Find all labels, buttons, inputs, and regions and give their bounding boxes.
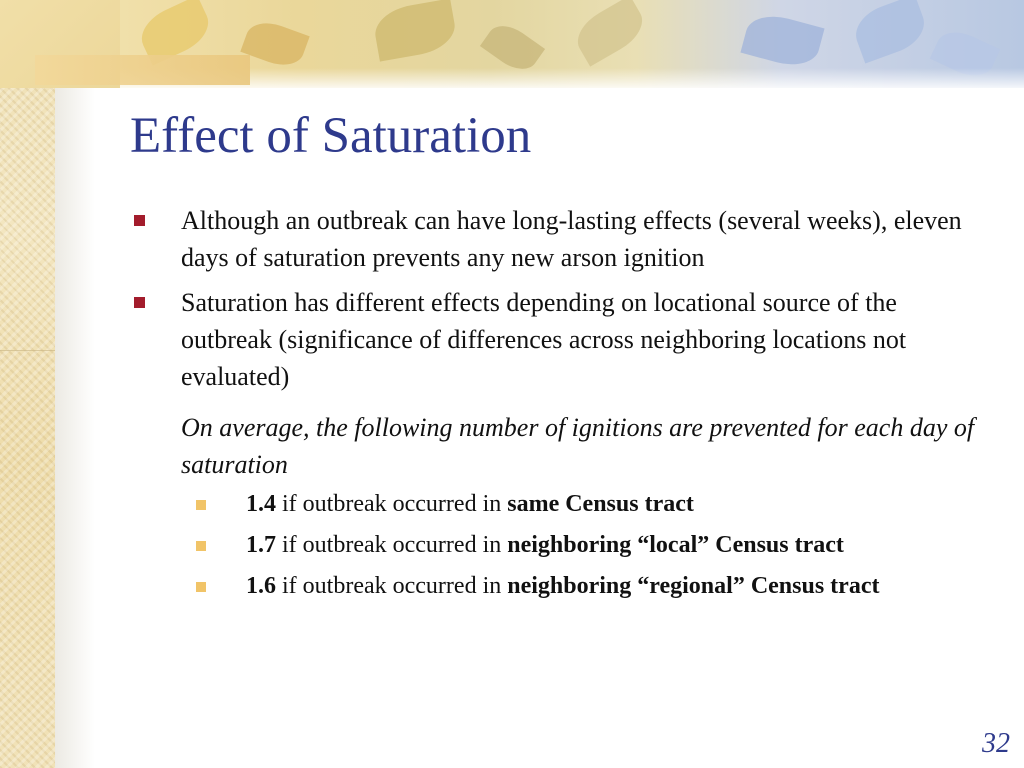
bullet-item	[130, 284, 980, 395]
sub-bullet-item	[130, 569, 980, 604]
sub-bullet-text: if outbreak occurred in	[276, 491, 508, 517]
sub-bullet-text: if outbreak occurred in	[276, 573, 508, 599]
left-decorative-strip	[0, 0, 55, 768]
square-bullet-icon	[134, 297, 145, 308]
page-number: 32	[982, 728, 1010, 759]
italic-note: On average, the following number of ignitions are prevented for each day of saturation	[181, 413, 975, 479]
sub-bullet-location: neighboring “local” Census tract	[507, 532, 844, 558]
sub-bullet-location: neighboring “regional” Census tract	[507, 573, 880, 599]
square-sub-bullet-icon	[196, 541, 206, 551]
leaf-decoration	[569, 0, 651, 67]
bullet-list	[130, 202, 980, 610]
bullet-item	[130, 202, 980, 276]
sub-bullet-value: 1.7	[246, 532, 276, 558]
square-bullet-icon	[134, 215, 145, 226]
leaf-decoration	[371, 0, 458, 62]
sub-bullet-text: if outbreak occurred in	[276, 532, 508, 558]
square-sub-bullet-icon	[196, 500, 206, 510]
slide-title: Effect of Saturation	[130, 108, 532, 164]
corner-band-decoration	[35, 55, 250, 85]
sub-bullet-item	[130, 487, 980, 522]
bullet-text: Although an outbreak can have long-lasting effects (several weeks), eleven days of saturation prevents any new arson ignition	[181, 206, 962, 272]
square-sub-bullet-icon	[196, 582, 206, 592]
bullet-text: Saturation has different effects depending on locational source of the outbreak (significance of differences across neighboring locations not evaluated)	[181, 288, 907, 391]
sub-bullet-item	[130, 528, 980, 563]
sub-bullet-value: 1.6	[246, 573, 276, 599]
leaf-decoration	[849, 0, 931, 64]
panel-shadow	[55, 88, 95, 768]
leaf-decoration	[240, 16, 309, 72]
leaf-decoration	[740, 9, 824, 72]
sub-bullet-value: 1.4	[246, 491, 276, 517]
sub-bullet-location: same Census tract	[507, 491, 694, 517]
